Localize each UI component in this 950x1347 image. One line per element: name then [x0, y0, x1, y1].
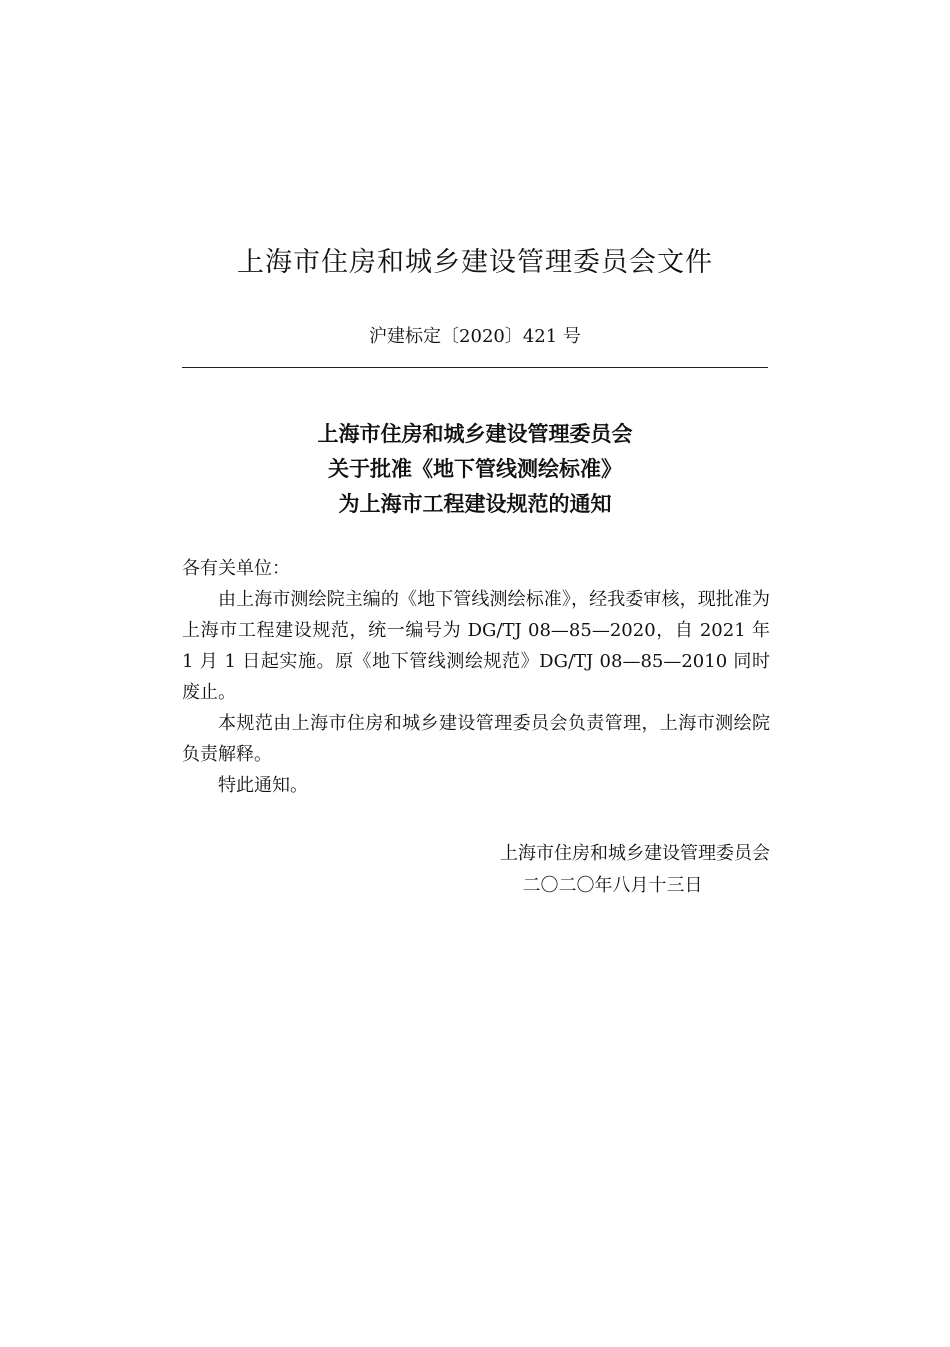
signature-date: 二〇二〇年八月十三日	[522, 875, 703, 896]
signature-organization: 上海市住房和城乡建设管理委员会	[500, 843, 770, 864]
document-number: 沪建标定〔2020〕421 号	[369, 326, 581, 347]
notice-title-line: 为上海市工程建设规范的通知	[338, 492, 612, 516]
salutation: 各有关单位：	[182, 558, 290, 579]
body-paragraph: 由上海市测绘院主编的《地下管线测绘标准》，经我委审核，现批准为上海市工程建设规范，统一编号为 DG/TJ 08—85—2020，自 2021 年 1 月 1 日起实施。原《地下管线测绘规范》DG/TJ 08—85—2010 同时废止。	[182, 589, 770, 703]
header-divider	[182, 367, 768, 368]
notice-body	[182, 553, 770, 801]
body-paragraph: 本规范由上海市住房和城乡建设管理委员会负责管理，上海市测绘院负责解释。	[182, 713, 770, 765]
document-header-title: 上海市住房和城乡建设管理委员会文件	[237, 247, 713, 278]
notice-title	[0, 417, 950, 522]
signature-block	[400, 838, 770, 902]
notice-title-line: 关于批准《地下管线测绘标准》	[328, 457, 622, 481]
body-paragraph: 特此通知。	[218, 775, 308, 796]
notice-title-line: 上海市住房和城乡建设管理委员会	[317, 422, 633, 446]
